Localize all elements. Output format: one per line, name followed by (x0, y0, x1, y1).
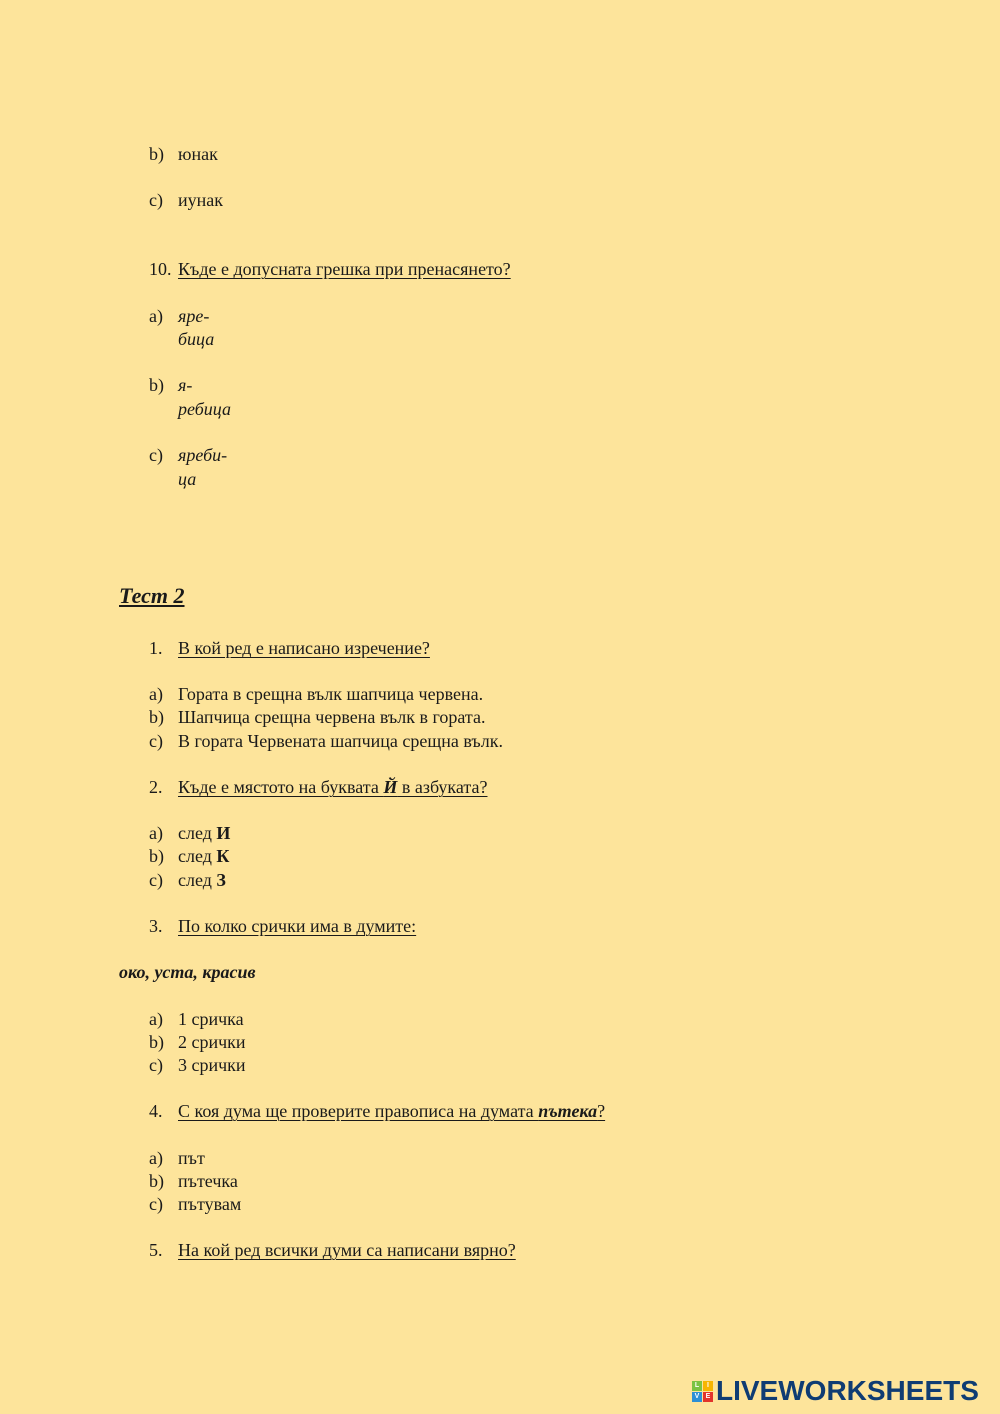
question-part: Къде е мястото на буквата (178, 777, 384, 797)
logo-tiles-icon (692, 1381, 713, 1402)
logo-tile: I (703, 1381, 713, 1391)
option-text[interactable]: 1 сричка (178, 1009, 244, 1029)
question-number: 5. (149, 1240, 163, 1260)
option-label: a) (149, 823, 163, 843)
option-label: a) (149, 1009, 163, 1029)
option-text[interactable]: я- (178, 375, 193, 395)
question-text (178, 776, 488, 798)
logo-tile: V (692, 1392, 702, 1402)
question-part: в азбуката? (397, 777, 488, 797)
option-text[interactable]: иунак (178, 190, 223, 210)
question-text: На кой ред всички думи са написани вярно? (178, 1240, 516, 1260)
logo-tile: L (692, 1381, 702, 1391)
question-number: 3. (149, 916, 163, 936)
option-bold: И (216, 823, 231, 843)
question-text: По колко срички има в думите: (178, 916, 417, 936)
option-label: a) (149, 684, 163, 704)
section-title: Тест 2 (119, 583, 185, 608)
option-label: c) (149, 870, 163, 890)
option-text[interactable]: яре- (178, 306, 210, 326)
option-label: c) (149, 190, 163, 210)
question-bold: Й (383, 777, 398, 797)
option-label: c) (149, 1194, 163, 1214)
option-label: c) (149, 731, 163, 751)
question-number: 1. (149, 638, 163, 658)
option-label: a) (149, 306, 163, 326)
option-text[interactable]: пътечка (178, 1171, 238, 1191)
option-label: b) (149, 707, 164, 727)
question-number: 4. (149, 1101, 163, 1121)
option-text[interactable]: бица (178, 329, 215, 349)
option-text[interactable] (178, 845, 229, 867)
logo-tile: E (703, 1392, 713, 1402)
option-text[interactable]: 2 срички (178, 1032, 246, 1052)
option-bold: К (216, 846, 230, 866)
option-text[interactable]: 3 срички (178, 1055, 246, 1075)
option-text[interactable]: В гората Червената шапчица срещна вълк. (178, 731, 503, 751)
option-part: след (178, 846, 217, 866)
option-label: b) (149, 846, 164, 866)
question-part: С коя дума ще проверите правописа на думата (178, 1101, 539, 1121)
question-words: око, уста, красив (119, 962, 256, 982)
question-text: Къде е допусната грешка при пренасянето? (178, 259, 511, 279)
option-bold: З (216, 870, 226, 890)
option-part: след (178, 870, 217, 890)
option-text[interactable]: ребица (178, 399, 232, 419)
option-text[interactable]: Шапчица срещна червена вълк в гората. (178, 707, 486, 727)
option-label: b) (149, 1032, 164, 1052)
option-label: b) (149, 1171, 164, 1191)
option-text[interactable]: път (178, 1148, 205, 1168)
liveworksheets-logo[interactable] (692, 1375, 979, 1407)
option-label: c) (149, 1055, 163, 1075)
option-label: a) (149, 1148, 163, 1168)
option-part: след (178, 823, 217, 843)
question-text (178, 1100, 605, 1122)
option-label: c) (149, 445, 163, 465)
question-part: ? (597, 1101, 606, 1121)
option-text[interactable] (178, 869, 226, 891)
question-number: 10. (149, 259, 172, 279)
option-label: b) (149, 144, 164, 164)
question-text: В кой ред е написано изречение? (178, 638, 430, 658)
option-text[interactable]: ца (178, 469, 197, 489)
option-text[interactable]: яреби- (178, 445, 228, 465)
question-number: 2. (149, 777, 163, 797)
option-label: b) (149, 375, 164, 395)
option-text[interactable]: пътувам (178, 1194, 242, 1214)
logo-text: LIVEWORKSHEETS (716, 1375, 979, 1406)
question-bold: пътека (538, 1101, 598, 1121)
option-text[interactable] (178, 822, 230, 844)
option-text[interactable]: Гората в срещна вълк шапчица червена. (178, 684, 484, 704)
option-text[interactable]: юнак (178, 144, 218, 164)
